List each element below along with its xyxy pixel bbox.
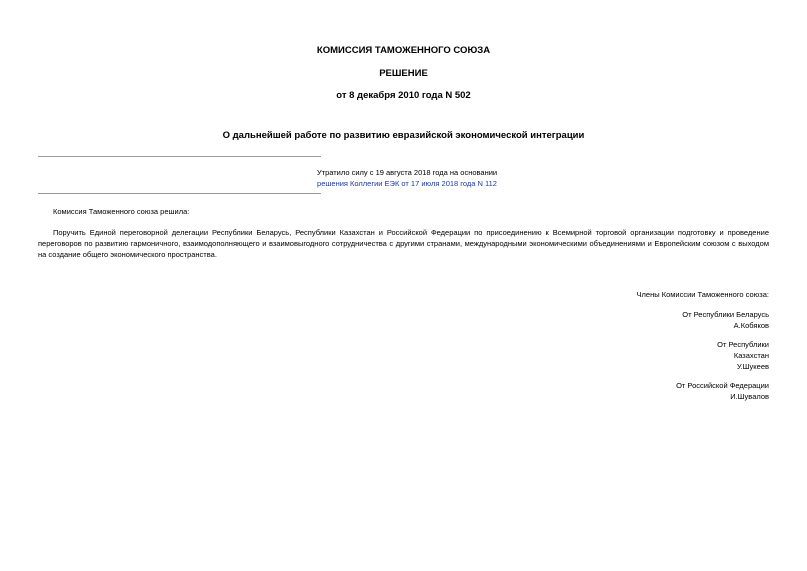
signature-name: У.Шукеев	[736, 362, 769, 371]
commission-heading: КОМИССИЯ ТАМОЖЕННОГО СОЮЗА	[316, 45, 491, 56]
signature-block-kazakhstan	[717, 339, 769, 372]
decision-paragraph: Поручить Единой переговорной делегации Республики Беларусь, Республики Казахстан и Российской Федерации по присоединению к Всемирной торговой организации подготовку и проведение переговоров по развитию гармоничного, взаимодополняющего и взаимовыгодного сотрудничества с другими странами, международными экономическими объединениями и Европейским союзом с выходом на создание общего экономического пространства.	[38, 228, 769, 259]
members-label: Члены Комиссии Таможенного союза:	[636, 290, 769, 299]
divider-top	[38, 156, 321, 157]
signature-country-cont: Казахстан	[733, 351, 769, 360]
signature-block-belarus	[682, 309, 769, 331]
intro-text: Комиссия Таможенного союза решила:	[53, 207, 190, 216]
signature-country: От Республики Беларусь	[682, 310, 769, 319]
decision-date-number: от 8 декабря 2010 года N 502	[336, 90, 471, 101]
status-link-container	[312, 178, 502, 189]
divider-bottom	[38, 193, 321, 194]
signature-name: И.Шувалов	[730, 392, 769, 401]
decision-heading: РЕШЕНИЕ	[379, 68, 428, 79]
signature-block-russia	[676, 380, 769, 402]
document-title: О дальнейшей работе по развитию евразийской экономической интеграции	[222, 130, 585, 141]
signature-country: От Республики	[717, 340, 769, 349]
signature-country: От Российской Федерации	[676, 381, 769, 390]
status-note: Утратило силу с 19 августа 2018 года на основании	[316, 168, 498, 177]
repeal-decision-link[interactable]: решения Коллегии ЕЭК от 17 июля 2018 года N 112	[317, 179, 497, 188]
signature-name: А.Кобяков	[733, 321, 769, 330]
